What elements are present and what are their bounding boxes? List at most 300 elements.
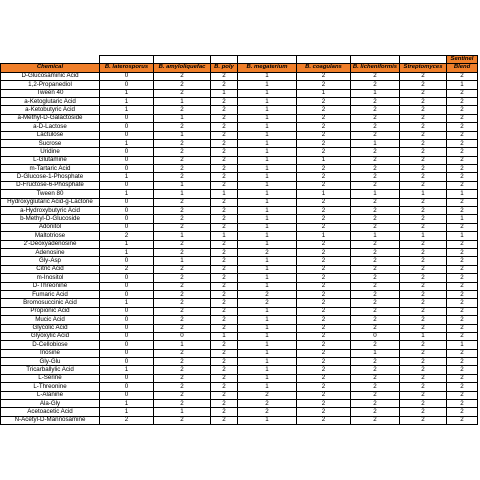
value-cell[interactable]: 2 (400, 374, 447, 382)
value-cell[interactable]: 2 (351, 181, 400, 189)
chemical-name-cell[interactable]: 1,2-Propanediol (1, 81, 100, 89)
value-cell[interactable]: 2 (238, 290, 297, 298)
value-cell[interactable]: 2 (297, 408, 351, 416)
value-cell[interactable]: 2 (297, 131, 351, 139)
value-cell[interactable]: 2 (447, 131, 478, 139)
value-cell[interactable]: 1 (238, 156, 297, 164)
value-cell[interactable]: 2 (100, 232, 154, 240)
value-cell[interactable]: 1 (238, 349, 297, 357)
value-cell[interactable]: 2 (154, 81, 211, 89)
chemical-name-cell[interactable]: L-Glutamine (1, 156, 100, 164)
value-cell[interactable]: 2 (400, 257, 447, 265)
value-cell[interactable]: 2 (447, 106, 478, 114)
value-cell[interactable]: 2 (154, 383, 211, 391)
value-cell[interactable]: 1 (238, 114, 297, 122)
chemical-name-cell[interactable]: a-D-Lactose (1, 123, 100, 131)
value-cell[interactable]: 2 (447, 173, 478, 181)
value-cell[interactable]: 2 (400, 165, 447, 173)
value-cell[interactable]: 2 (400, 123, 447, 131)
value-cell[interactable]: 2 (400, 223, 447, 231)
chemical-name-cell[interactable]: Inosine (1, 349, 100, 357)
value-cell[interactable]: 2 (351, 207, 400, 215)
value-cell[interactable]: 2 (351, 274, 400, 282)
value-cell[interactable]: 2 (351, 391, 400, 399)
value-cell[interactable]: 1 (100, 400, 154, 408)
value-cell[interactable]: 2 (211, 123, 238, 131)
value-cell[interactable]: 2 (297, 215, 351, 223)
value-cell[interactable]: 1 (238, 282, 297, 290)
value-cell[interactable]: 2 (297, 341, 351, 349)
value-cell[interactable]: 2 (211, 416, 238, 424)
value-cell[interactable]: 2 (447, 307, 478, 315)
value-cell[interactable]: 2 (297, 265, 351, 273)
column-header-streptomyces[interactable]: Streptomyces (400, 64, 447, 72)
value-cell[interactable]: 2 (351, 215, 400, 223)
value-cell[interactable]: 1 (154, 131, 211, 139)
value-cell[interactable]: 2 (351, 114, 400, 122)
value-cell[interactable]: 0 (100, 383, 154, 391)
value-cell[interactable]: 2 (400, 307, 447, 315)
value-cell[interactable]: 2 (447, 391, 478, 399)
value-cell[interactable]: 2 (400, 358, 447, 366)
value-cell[interactable]: 2 (211, 165, 238, 173)
value-cell[interactable]: 2 (297, 366, 351, 374)
value-cell[interactable]: 2 (400, 215, 447, 223)
value-cell[interactable]: 0 (100, 181, 154, 189)
value-cell[interactable]: 2 (211, 248, 238, 256)
value-cell[interactable]: 2 (297, 400, 351, 408)
value-cell[interactable]: 2 (400, 366, 447, 374)
value-cell[interactable]: 2 (400, 391, 447, 399)
value-cell[interactable]: 2 (400, 240, 447, 248)
value-cell[interactable]: 1 (297, 190, 351, 198)
value-cell[interactable]: 2 (351, 416, 400, 424)
value-cell[interactable]: 2 (154, 165, 211, 173)
value-cell[interactable]: 1 (100, 366, 154, 374)
value-cell[interactable]: 2 (297, 349, 351, 357)
value-cell[interactable]: 2 (400, 408, 447, 416)
value-cell[interactable]: 2 (154, 290, 211, 298)
value-cell[interactable]: 2 (400, 97, 447, 105)
chemical-name-cell[interactable]: a-Methyl-D-Galactoside (1, 114, 100, 122)
value-cell[interactable]: 2 (351, 173, 400, 181)
value-cell[interactable]: 2 (400, 72, 447, 80)
value-cell[interactable]: 2 (297, 81, 351, 89)
value-cell[interactable]: 1 (238, 139, 297, 147)
value-cell[interactable]: 1 (447, 190, 478, 198)
value-cell[interactable]: 1 (238, 89, 297, 97)
value-cell[interactable]: 2 (400, 248, 447, 256)
value-cell[interactable]: 2 (400, 274, 447, 282)
value-cell[interactable]: 1 (100, 173, 154, 181)
value-cell[interactable]: 0 (100, 198, 154, 206)
value-cell[interactable]: 1 (238, 106, 297, 114)
value-cell[interactable]: 2 (400, 282, 447, 290)
value-cell[interactable]: 1 (351, 139, 400, 147)
chemical-name-cell[interactable]: Sucrose (1, 139, 100, 147)
value-cell[interactable]: 2 (297, 324, 351, 332)
value-cell[interactable]: 1 (238, 131, 297, 139)
value-cell[interactable]: 2 (154, 316, 211, 324)
value-cell[interactable]: 2 (351, 290, 400, 298)
value-cell[interactable]: 1 (238, 383, 297, 391)
value-cell[interactable]: 2 (154, 156, 211, 164)
value-cell[interactable]: 2 (211, 106, 238, 114)
value-cell[interactable]: 2 (447, 416, 478, 424)
column-header-b-megaterium[interactable]: B. megaterium (238, 64, 297, 72)
value-cell[interactable]: 0 (154, 332, 211, 340)
value-cell[interactable]: 2 (211, 81, 238, 89)
value-cell[interactable]: 2 (351, 248, 400, 256)
value-cell[interactable]: 2 (400, 341, 447, 349)
chemical-name-cell[interactable]: Glycolic Acid (1, 324, 100, 332)
value-cell[interactable]: 2 (211, 114, 238, 122)
value-cell[interactable]: 2 (297, 173, 351, 181)
chemical-name-cell[interactable]: D-Glucose-1-Phosphate (1, 173, 100, 181)
value-cell[interactable]: 2 (211, 156, 238, 164)
chemical-name-cell[interactable]: Acetoacetic Acid (1, 408, 100, 416)
value-cell[interactable]: 2 (297, 248, 351, 256)
chemical-name-cell[interactable]: Ala-Gly (1, 400, 100, 408)
chemical-name-cell[interactable]: Propionic Acid (1, 307, 100, 315)
value-cell[interactable]: 2 (154, 215, 211, 223)
value-cell[interactable]: 1 (447, 81, 478, 89)
value-cell[interactable]: 2 (154, 416, 211, 424)
value-cell[interactable]: 1 (100, 408, 154, 416)
value-cell[interactable]: 2 (154, 240, 211, 248)
value-cell[interactable]: 2 (211, 374, 238, 382)
value-cell[interactable]: 1 (211, 332, 238, 340)
value-cell[interactable]: 2 (211, 349, 238, 357)
value-cell[interactable]: 2 (351, 81, 400, 89)
value-cell[interactable]: 1 (297, 232, 351, 240)
value-cell[interactable]: 2 (400, 139, 447, 147)
value-cell[interactable]: 1 (238, 215, 297, 223)
value-cell[interactable]: 2 (154, 106, 211, 114)
value-cell[interactable]: 1 (238, 366, 297, 374)
value-cell[interactable]: 2 (400, 106, 447, 114)
value-cell[interactable]: 0 (100, 165, 154, 173)
value-cell[interactable]: 2 (447, 290, 478, 298)
value-cell[interactable]: 0 (100, 114, 154, 122)
value-cell[interactable]: 1 (447, 341, 478, 349)
value-cell[interactable]: 2 (447, 299, 478, 307)
value-cell[interactable]: 2 (297, 416, 351, 424)
value-cell[interactable]: 2 (400, 131, 447, 139)
value-cell[interactable]: 2 (211, 148, 238, 156)
value-cell[interactable]: 1 (238, 173, 297, 181)
chemical-name-cell[interactable]: D-Glucosaminic Acid (1, 72, 100, 80)
value-cell[interactable]: 0 (100, 148, 154, 156)
value-cell[interactable]: 0 (100, 72, 154, 80)
value-cell[interactable]: 2 (447, 148, 478, 156)
value-cell[interactable]: 2 (154, 349, 211, 357)
value-cell[interactable]: 2 (351, 374, 400, 382)
value-cell[interactable]: 1 (400, 190, 447, 198)
value-cell[interactable]: 2 (297, 332, 351, 340)
chemical-name-cell[interactable]: L-Alanine (1, 391, 100, 399)
value-cell[interactable]: 2 (154, 148, 211, 156)
value-cell[interactable]: 2 (154, 265, 211, 273)
value-cell[interactable]: 2 (154, 139, 211, 147)
value-cell[interactable]: 2 (154, 173, 211, 181)
value-cell[interactable]: 2 (400, 181, 447, 189)
value-cell[interactable]: 2 (211, 282, 238, 290)
value-cell[interactable]: 2 (238, 400, 297, 408)
value-cell[interactable]: 2 (211, 358, 238, 366)
chemical-name-cell[interactable]: L-Serine (1, 374, 100, 382)
value-cell[interactable]: 1 (100, 97, 154, 105)
value-cell[interactable]: 2 (351, 240, 400, 248)
value-cell[interactable]: 2 (154, 89, 211, 97)
value-cell[interactable]: 2 (447, 97, 478, 105)
value-cell[interactable]: 2 (447, 400, 478, 408)
value-cell[interactable]: 1 (238, 324, 297, 332)
value-cell[interactable]: 1 (351, 232, 400, 240)
value-cell[interactable]: 2 (400, 198, 447, 206)
value-cell[interactable]: 1 (211, 232, 238, 240)
value-cell[interactable]: 2 (211, 265, 238, 273)
value-cell[interactable]: 2 (154, 400, 211, 408)
value-cell[interactable]: 1 (154, 97, 211, 105)
value-cell[interactable]: 1 (100, 106, 154, 114)
value-cell[interactable]: 1 (238, 341, 297, 349)
value-cell[interactable]: 2 (211, 240, 238, 248)
value-cell[interactable]: 1 (154, 181, 211, 189)
value-cell[interactable]: 2 (154, 207, 211, 215)
chemical-name-cell[interactable]: Maltotriose (1, 232, 100, 240)
value-cell[interactable]: 1 (238, 416, 297, 424)
value-cell[interactable]: 0 (100, 207, 154, 215)
value-cell[interactable]: 2 (297, 282, 351, 290)
value-cell[interactable]: 2 (154, 324, 211, 332)
value-cell[interactable]: 2 (211, 223, 238, 231)
value-cell[interactable]: 2 (154, 282, 211, 290)
chemical-name-cell[interactable]: Gly-Glu (1, 358, 100, 366)
value-cell[interactable]: 1 (238, 181, 297, 189)
chemical-name-cell[interactable]: Adonitol (1, 223, 100, 231)
value-cell[interactable]: 2 (154, 366, 211, 374)
chemical-name-cell[interactable]: Fumaric Acid (1, 290, 100, 298)
value-cell[interactable]: 1 (351, 349, 400, 357)
value-cell[interactable]: 1 (238, 72, 297, 80)
value-cell[interactable]: 2 (351, 282, 400, 290)
value-cell[interactable]: 1 (100, 139, 154, 147)
value-cell[interactable]: 2 (351, 72, 400, 80)
value-cell[interactable]: 2 (400, 400, 447, 408)
value-cell[interactable]: 2 (400, 148, 447, 156)
column-header-b-licheniformis[interactable]: B. licheniformis (351, 64, 400, 72)
value-cell[interactable]: 2 (297, 97, 351, 105)
value-cell[interactable]: 2 (351, 123, 400, 131)
value-cell[interactable]: 0 (100, 349, 154, 357)
value-cell[interactable]: 1 (238, 198, 297, 206)
value-cell[interactable]: 2 (447, 358, 478, 366)
value-cell[interactable]: 2 (447, 282, 478, 290)
value-cell[interactable]: 2 (351, 324, 400, 332)
value-cell[interactable]: 2 (100, 416, 154, 424)
value-cell[interactable]: 2 (211, 274, 238, 282)
value-cell[interactable]: 2 (351, 223, 400, 231)
value-cell[interactable]: 0 (100, 332, 154, 340)
value-cell[interactable]: 2 (154, 391, 211, 399)
value-cell[interactable]: 2 (447, 198, 478, 206)
value-cell[interactable]: 1 (238, 374, 297, 382)
value-cell[interactable]: 2 (351, 341, 400, 349)
value-cell[interactable]: 2 (447, 181, 478, 189)
value-cell[interactable]: 1 (238, 123, 297, 131)
value-cell[interactable]: 2 (447, 408, 478, 416)
value-cell[interactable]: 0 (100, 316, 154, 324)
value-cell[interactable]: 2 (297, 181, 351, 189)
value-cell[interactable]: 2 (351, 358, 400, 366)
chemical-name-cell[interactable]: Tween 80 (1, 190, 100, 198)
value-cell[interactable]: 1 (154, 341, 211, 349)
value-cell[interactable]: 1 (238, 223, 297, 231)
value-cell[interactable]: 2 (154, 307, 211, 315)
value-cell[interactable]: 2 (154, 358, 211, 366)
value-cell[interactable]: 2 (238, 391, 297, 399)
value-cell[interactable]: 1 (238, 207, 297, 215)
value-cell[interactable]: 2 (211, 207, 238, 215)
value-cell[interactable]: 0 (100, 282, 154, 290)
value-cell[interactable]: 2 (400, 349, 447, 357)
value-cell[interactable]: 2 (297, 316, 351, 324)
value-cell[interactable]: 2 (238, 408, 297, 416)
value-cell[interactable]: 1 (238, 190, 297, 198)
value-cell[interactable]: 1 (100, 248, 154, 256)
value-cell[interactable]: 1 (351, 190, 400, 198)
value-cell[interactable]: 2 (447, 114, 478, 122)
value-cell[interactable]: 2 (447, 257, 478, 265)
value-cell[interactable]: 2 (297, 240, 351, 248)
value-cell[interactable]: 2 (297, 391, 351, 399)
chemical-name-cell[interactable]: Adenosine (1, 248, 100, 256)
value-cell[interactable]: 2 (447, 223, 478, 231)
value-cell[interactable]: 1 (238, 232, 297, 240)
value-cell[interactable]: 2 (238, 299, 297, 307)
value-cell[interactable]: 1 (100, 299, 154, 307)
value-cell[interactable]: 1 (238, 265, 297, 273)
chemical-name-cell[interactable]: Uridine (1, 148, 100, 156)
value-cell[interactable]: 2 (211, 181, 238, 189)
value-cell[interactable]: 2 (400, 290, 447, 298)
value-cell[interactable]: 2 (297, 374, 351, 382)
value-cell[interactable]: 2 (297, 207, 351, 215)
value-cell[interactable]: 2 (211, 341, 238, 349)
value-cell[interactable]: 2 (297, 139, 351, 147)
value-cell[interactable]: 1 (238, 358, 297, 366)
value-cell[interactable]: 2 (297, 257, 351, 265)
value-cell[interactable]: 2 (297, 123, 351, 131)
value-cell[interactable]: 2 (297, 299, 351, 307)
value-cell[interactable]: 2 (400, 383, 447, 391)
value-cell[interactable]: 2 (211, 383, 238, 391)
value-cell[interactable]: 2 (154, 274, 211, 282)
value-cell[interactable]: 2 (297, 307, 351, 315)
value-cell[interactable]: 2 (154, 123, 211, 131)
value-cell[interactable]: 2 (400, 207, 447, 215)
column-header-blend[interactable]: Blend (447, 64, 478, 72)
chemical-name-cell[interactable]: Glyoxylic Acid (1, 332, 100, 340)
value-cell[interactable]: 2 (400, 416, 447, 424)
value-cell[interactable]: 1 (238, 148, 297, 156)
chemical-name-cell[interactable]: D-Fructose-6-Phosphate (1, 181, 100, 189)
value-cell[interactable]: 2 (211, 307, 238, 315)
value-cell[interactable]: 2 (351, 366, 400, 374)
value-cell[interactable]: 0 (100, 131, 154, 139)
value-cell[interactable]: 2 (351, 299, 400, 307)
chemical-name-cell[interactable]: Citric Acid (1, 265, 100, 273)
chemical-name-cell[interactable]: D-Threonine (1, 282, 100, 290)
value-cell[interactable]: 2 (297, 106, 351, 114)
value-cell[interactable]: 2 (238, 248, 297, 256)
value-cell[interactable]: 1 (154, 257, 211, 265)
value-cell[interactable]: 2 (297, 72, 351, 80)
value-cell[interactable]: 2 (297, 383, 351, 391)
value-cell[interactable]: 2 (351, 97, 400, 105)
value-cell[interactable]: 2 (400, 173, 447, 181)
value-cell[interactable]: 2 (211, 366, 238, 374)
value-cell[interactable]: 2 (447, 139, 478, 147)
value-cell[interactable]: 2 (154, 248, 211, 256)
value-cell[interactable]: 0 (100, 391, 154, 399)
value-cell[interactable]: 2 (351, 307, 400, 315)
value-cell[interactable]: 2 (154, 198, 211, 206)
value-cell[interactable]: 2 (447, 349, 478, 357)
value-cell[interactable]: 2 (211, 72, 238, 80)
value-cell[interactable]: 1 (238, 81, 297, 89)
column-header-chemical[interactable]: Chemical (1, 64, 100, 72)
value-cell[interactable]: 2 (447, 316, 478, 324)
value-cell[interactable]: 2 (211, 408, 238, 416)
value-cell[interactable]: 2 (447, 265, 478, 273)
value-cell[interactable]: 2 (447, 248, 478, 256)
chemical-name-cell[interactable]: Tricarballylic Acid (1, 366, 100, 374)
value-cell[interactable]: 2 (211, 324, 238, 332)
value-cell[interactable]: 2 (351, 106, 400, 114)
value-cell[interactable]: 1 (238, 274, 297, 282)
value-cell[interactable]: 2 (297, 198, 351, 206)
value-cell[interactable]: 2 (211, 257, 238, 265)
value-cell[interactable]: 2 (447, 332, 478, 340)
value-cell[interactable]: 2 (154, 72, 211, 80)
value-cell[interactable]: 1 (238, 97, 297, 105)
value-cell[interactable]: 2 (211, 400, 238, 408)
column-header-b-amyloliquefac[interactable]: B. amyloliquefac (154, 64, 211, 72)
value-cell[interactable]: 2 (211, 316, 238, 324)
value-cell[interactable]: 2 (400, 81, 447, 89)
chemical-name-cell[interactable]: Gly-Asp (1, 257, 100, 265)
value-cell[interactable]: 2 (447, 366, 478, 374)
value-cell[interactable]: 1 (297, 89, 351, 97)
value-cell[interactable]: 2 (211, 131, 238, 139)
value-cell[interactable]: 2 (154, 374, 211, 382)
chemical-name-cell[interactable]: D-Cellobiose (1, 341, 100, 349)
value-cell[interactable]: 0 (100, 341, 154, 349)
value-cell[interactable]: 2 (447, 123, 478, 131)
chemical-name-cell[interactable]: a-Ketobutyric Acid (1, 106, 100, 114)
value-cell[interactable]: 2 (351, 257, 400, 265)
value-cell[interactable]: 2 (211, 215, 238, 223)
value-cell[interactable]: 2 (447, 324, 478, 332)
value-cell[interactable]: 2 (400, 89, 447, 97)
value-cell[interactable]: 1 (154, 190, 211, 198)
value-cell[interactable]: 2 (351, 165, 400, 173)
value-cell[interactable]: 1 (447, 215, 478, 223)
value-cell[interactable]: 2 (351, 383, 400, 391)
value-cell[interactable]: 2 (447, 165, 478, 173)
